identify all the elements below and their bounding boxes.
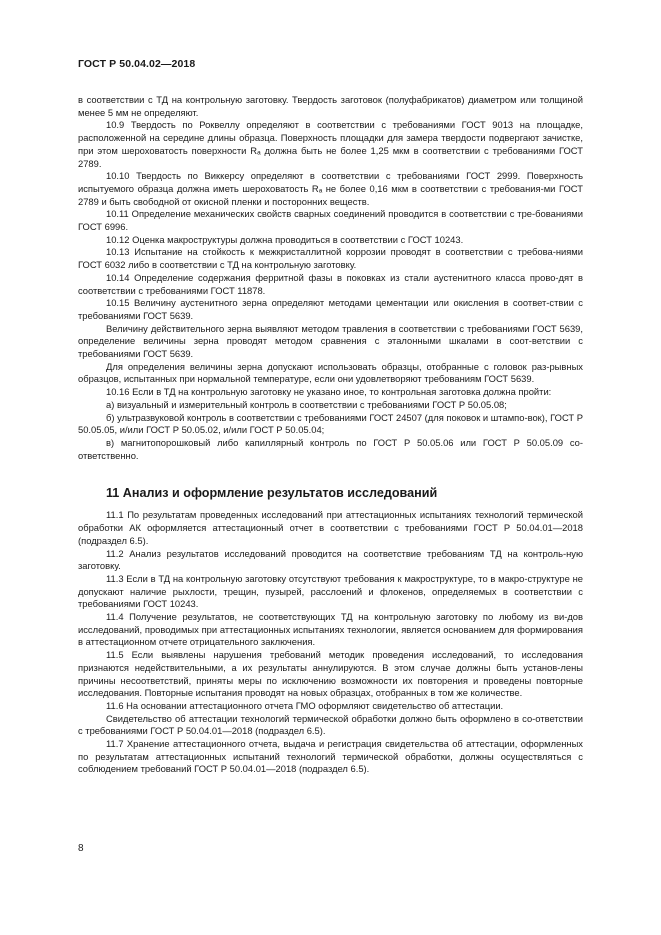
paragraph-11-2: 11.2 Анализ результатов исследований проводится на соответствие требованиям ТД на контроль-ную заготовку.: [78, 547, 583, 572]
paragraph-10-16: 10.16 Если в ТД на контрольную заготовку не указано иное, то контрольная заготовка должна пройти:: [106, 386, 552, 398]
paragraph-10-13: 10.13 Испытание на стойкость к межкристаллитной коррозии проводят в соответствии с требова-ниями ГОСТ 6032 либо в соответствии с ТД на контрольную заготовку.: [78, 246, 583, 271]
paragraph-11-6-certificate: Свидетельство об аттестации технологий термической обработки должно быть оформлено в со-ответствии с требованиями ГОСТ Р 50.04.01—2018 (подраздел 6.5).: [78, 712, 583, 737]
paragraph-10-11: 10.11 Определение механических свойств сварных соединений проводится в соответствии с тре-бованиями ГОСТ 6996.: [78, 208, 583, 233]
list-item-10-16-b: б) ультразвуковой контроль в соответствии с требованиями ГОСТ 24507 (для поковок и штампо-вок), ГОСТ Р 50.05.05, и/или ГОСТ Р 50.05.02, и/или ГОСТ Р 50.05.04;: [78, 411, 583, 436]
page-number: 8: [78, 843, 84, 854]
list-item-10-16-a: а) визуальный и измерительный контроль в соответствии с требованиями ГОСТ Р 50.05.08;: [106, 398, 507, 410]
paragraph-11-6: 11.6 На основании аттестационного отчета ГМО оформляют свидетельство об аттестации.: [106, 699, 504, 711]
paragraph-10-10: 10.10 Твердость по Виккерсу определяют в соответствии с требованиями ГОСТ 2999. Поверхность испытуемого образца должна иметь шероховатость Rₐ не более 0,16 мкм в соответствии с требования-ми ГОСТ 2789 и быть свободной от окисной пленки и посторонних веществ.: [78, 170, 583, 207]
paragraph-11-7: 11.7 Хранение аттестационного отчета, выдача и регистрация свидетельства об аттестации, оформленных по результатам аттестационных испытаний технологий термической обработки, должны осуществляться с соблюдением требований ГОСТ Р 50.04.01—2018 (подраздел 6.5).: [78, 738, 583, 775]
paragraph-11-3: 11.3 Если в ТД на контрольную заготовку отсутствуют требования к макроструктуре, то в макро-структуре не допускают наличие рыхлости, трещин, пузырей, расслоений и флокенов, определяемых в соответствии с требованиями ГОСТ 10243.: [78, 572, 583, 610]
section-11-heading: 11 Анализ и оформление результатов исследований: [106, 486, 438, 501]
paragraph-10-15-grain: Величину действительного зерна выявляют методом травления в соответствии с требованиями ГОСТ 5639, определение величины зерна проводят методом сравнения с эталонными шкалами в соот-ветствии с требованиями ГОСТ 5639.: [78, 322, 583, 360]
paragraph-10-14: 10.14 Определение содержания ферритной фазы в поковках из стали аустенитного класса прово-дят в соответствии с требованиями ГОСТ 11878.: [78, 271, 583, 296]
paragraph-11-1: 11.1 По результатам проведенных исследований при аттестационных испытаниях технологий термической обработки АК оформляется аттестационный отчет в соответствии с требованиями ГОСТ Р 50.04.01—2018 (подраздел 6.5).: [78, 509, 583, 546]
paragraph-10-12: 10.12 Оценка макроструктуры должна проводиться в соответствии с ГОСТ 10243.: [106, 233, 464, 245]
list-item-10-16-c: в) магнитопорошковый либо капиллярный контроль по ГОСТ Р 50.05.06 или ГОСТ Р 50.05.09 со-ответственно.: [78, 436, 583, 461]
paragraph-11-5: 11.5 Если выявлены нарушения требований методик проведения исследований, то исследования признаются недействительными, а их результаты аннулируются. В этом случае должны быть установ-лены причины несоответствий, приняты меры по исключению возможности их повторения и проведены повторные исследования. Повторные испытания проводят на новых образцах, отобранных в том же количестве.: [78, 649, 583, 699]
paragraph-continuation: в соответствии с ТД на контрольную заготовку. Твердость заготовок (полуфабрикатов) диаметром или толщиной менее 5 мм не определяют.: [78, 94, 583, 118]
document-body: [78, 94, 583, 776]
paragraph-10-15: 10.15 Величину аустенитного зерна определяют методами цементации или окисления в соответ-ствии с требованиями ГОСТ 5639.: [78, 297, 583, 321]
paragraph-10-9: 10.9 Твердость по Роквеллу определяют в соответствии с требованиями ГОСТ 9013 на площадке, расположенной на середине длины образца. Поверхность площадки для замера твердости подвергают зачистке, при этом шероховатость поверхности Rₐ должна быть не более 1,25 мкм в соответствии с требованиями ГОСТ 2789.: [78, 119, 583, 169]
paragraph-10-15-samples: Для определения величины зерна допускают использовать образцы, отобранные с головок раз-рывных образцов, испытанных при нормальной температуре, если они удовлетворяют требованиям ГОСТ 5639.: [78, 360, 583, 385]
paragraph-11-4: 11.4 Получение результатов, не соответствующих ТД на контрольную заготовку по любому из ви-дов исследований, проводимых при аттестационных испытаниях технологии, является основанием для формирования в аттестационном отчете отрицательного заключения.: [78, 611, 583, 648]
document-header: ГОСТ Р 50.04.02—2018: [78, 58, 196, 70]
